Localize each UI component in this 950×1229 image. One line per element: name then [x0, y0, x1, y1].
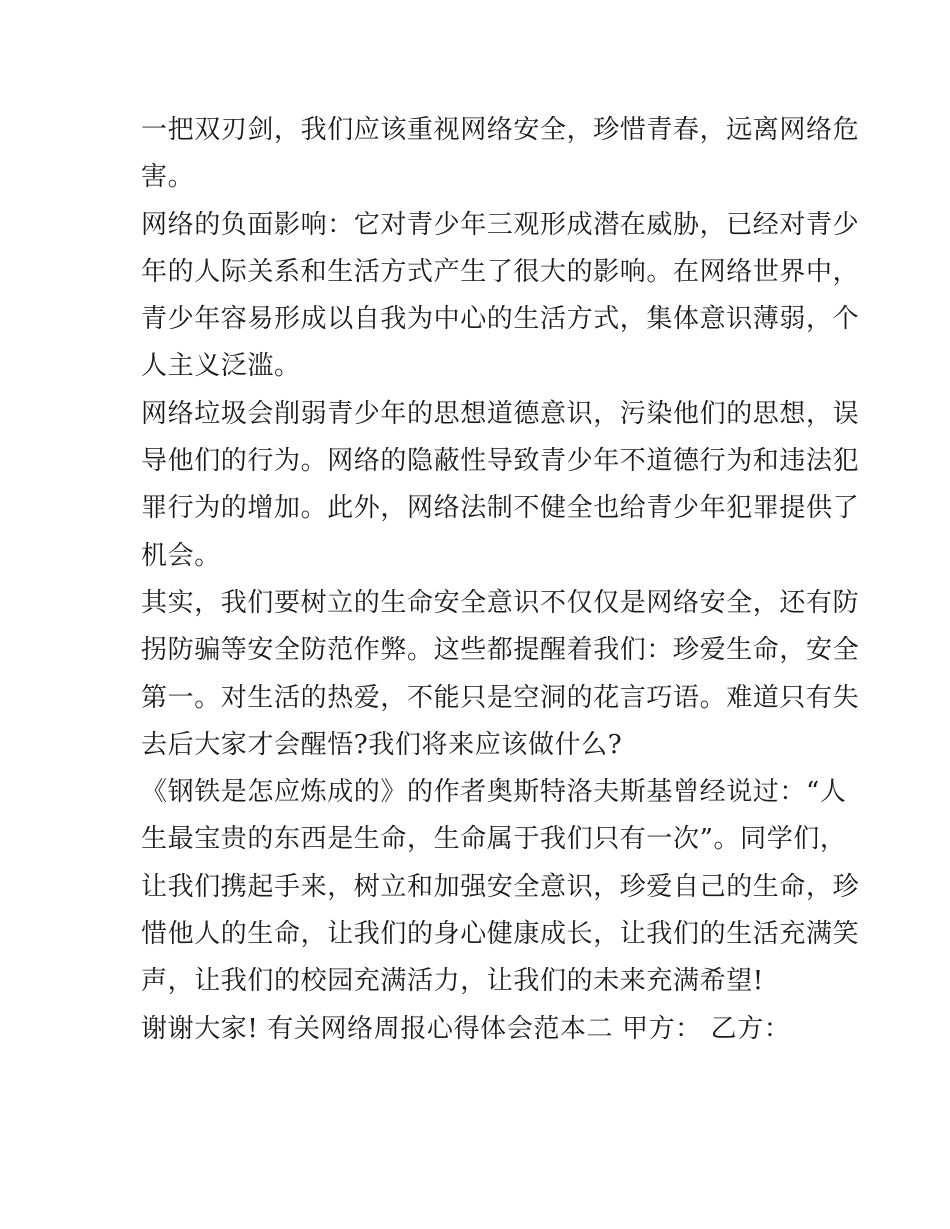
- text-line: 导他们的行为。网络的隐蔽性导致青少年不道德行为和违法犯: [141, 446, 860, 477]
- text-line: 年的人际关系和生活方式产生了很大的影响。在网络世界中，: [141, 256, 860, 287]
- text-line: 去后大家才会醒悟?我们将来应该做什么?: [141, 729, 623, 760]
- text-line: 一把双刃剑，我们应该重视网络安全，珍惜青春，远离网络危: [141, 115, 860, 145]
- text-line: 网络的负面影响：它对青少年三观形成潜在威胁，已经对青少: [141, 209, 860, 240]
- text-line: 青少年容易形成以自我为中心的生活方式，集体意识薄弱，个: [141, 304, 860, 335]
- text-line: 罪行为的增加。此外，网络法制不健全也给青少年犯罪提供了: [141, 493, 860, 524]
- text-line: 让我们携起手来，树立和加强安全意识，珍爱自己的生命，珍: [141, 871, 860, 902]
- text-line: 谢谢大家! 有关网络周报心得体会范本二 甲方： 乙方：: [141, 1013, 791, 1044]
- text-line: 生最宝贵的东西是生命，生命属于我们只有一次”。同学们，: [141, 824, 847, 855]
- text-line: 声，让我们的校园充满活力，让我们的未来充满希望!: [141, 966, 764, 997]
- text-line: 机会。: [141, 540, 221, 571]
- text-line: 《钢铁是怎应炼成的》的作者奥斯特洛夫斯基曾经说过：“人: [141, 777, 847, 808]
- text-line: 第一。对生活的热爱，不能只是空洞的花言巧语。难道只有失: [141, 682, 860, 713]
- document-body: [141, 107, 860, 1053]
- text-line: 其实，我们要树立的生命安全意识不仅仅是网络安全，还有防: [141, 587, 860, 618]
- text-line: 惜他人的生命，让我们的身心健康成长，让我们的生活充满笑: [141, 919, 860, 950]
- text-line: 网络垃圾会削弱青少年的思想道德意识，污染他们的思想，误: [141, 398, 860, 429]
- text-line: 拐防骗等安全防范作弊。这些都提醒着我们：珍爱生命，安全: [141, 635, 860, 666]
- text-line: 人主义泛滥。: [141, 351, 301, 382]
- text-line: 害。: [141, 162, 195, 193]
